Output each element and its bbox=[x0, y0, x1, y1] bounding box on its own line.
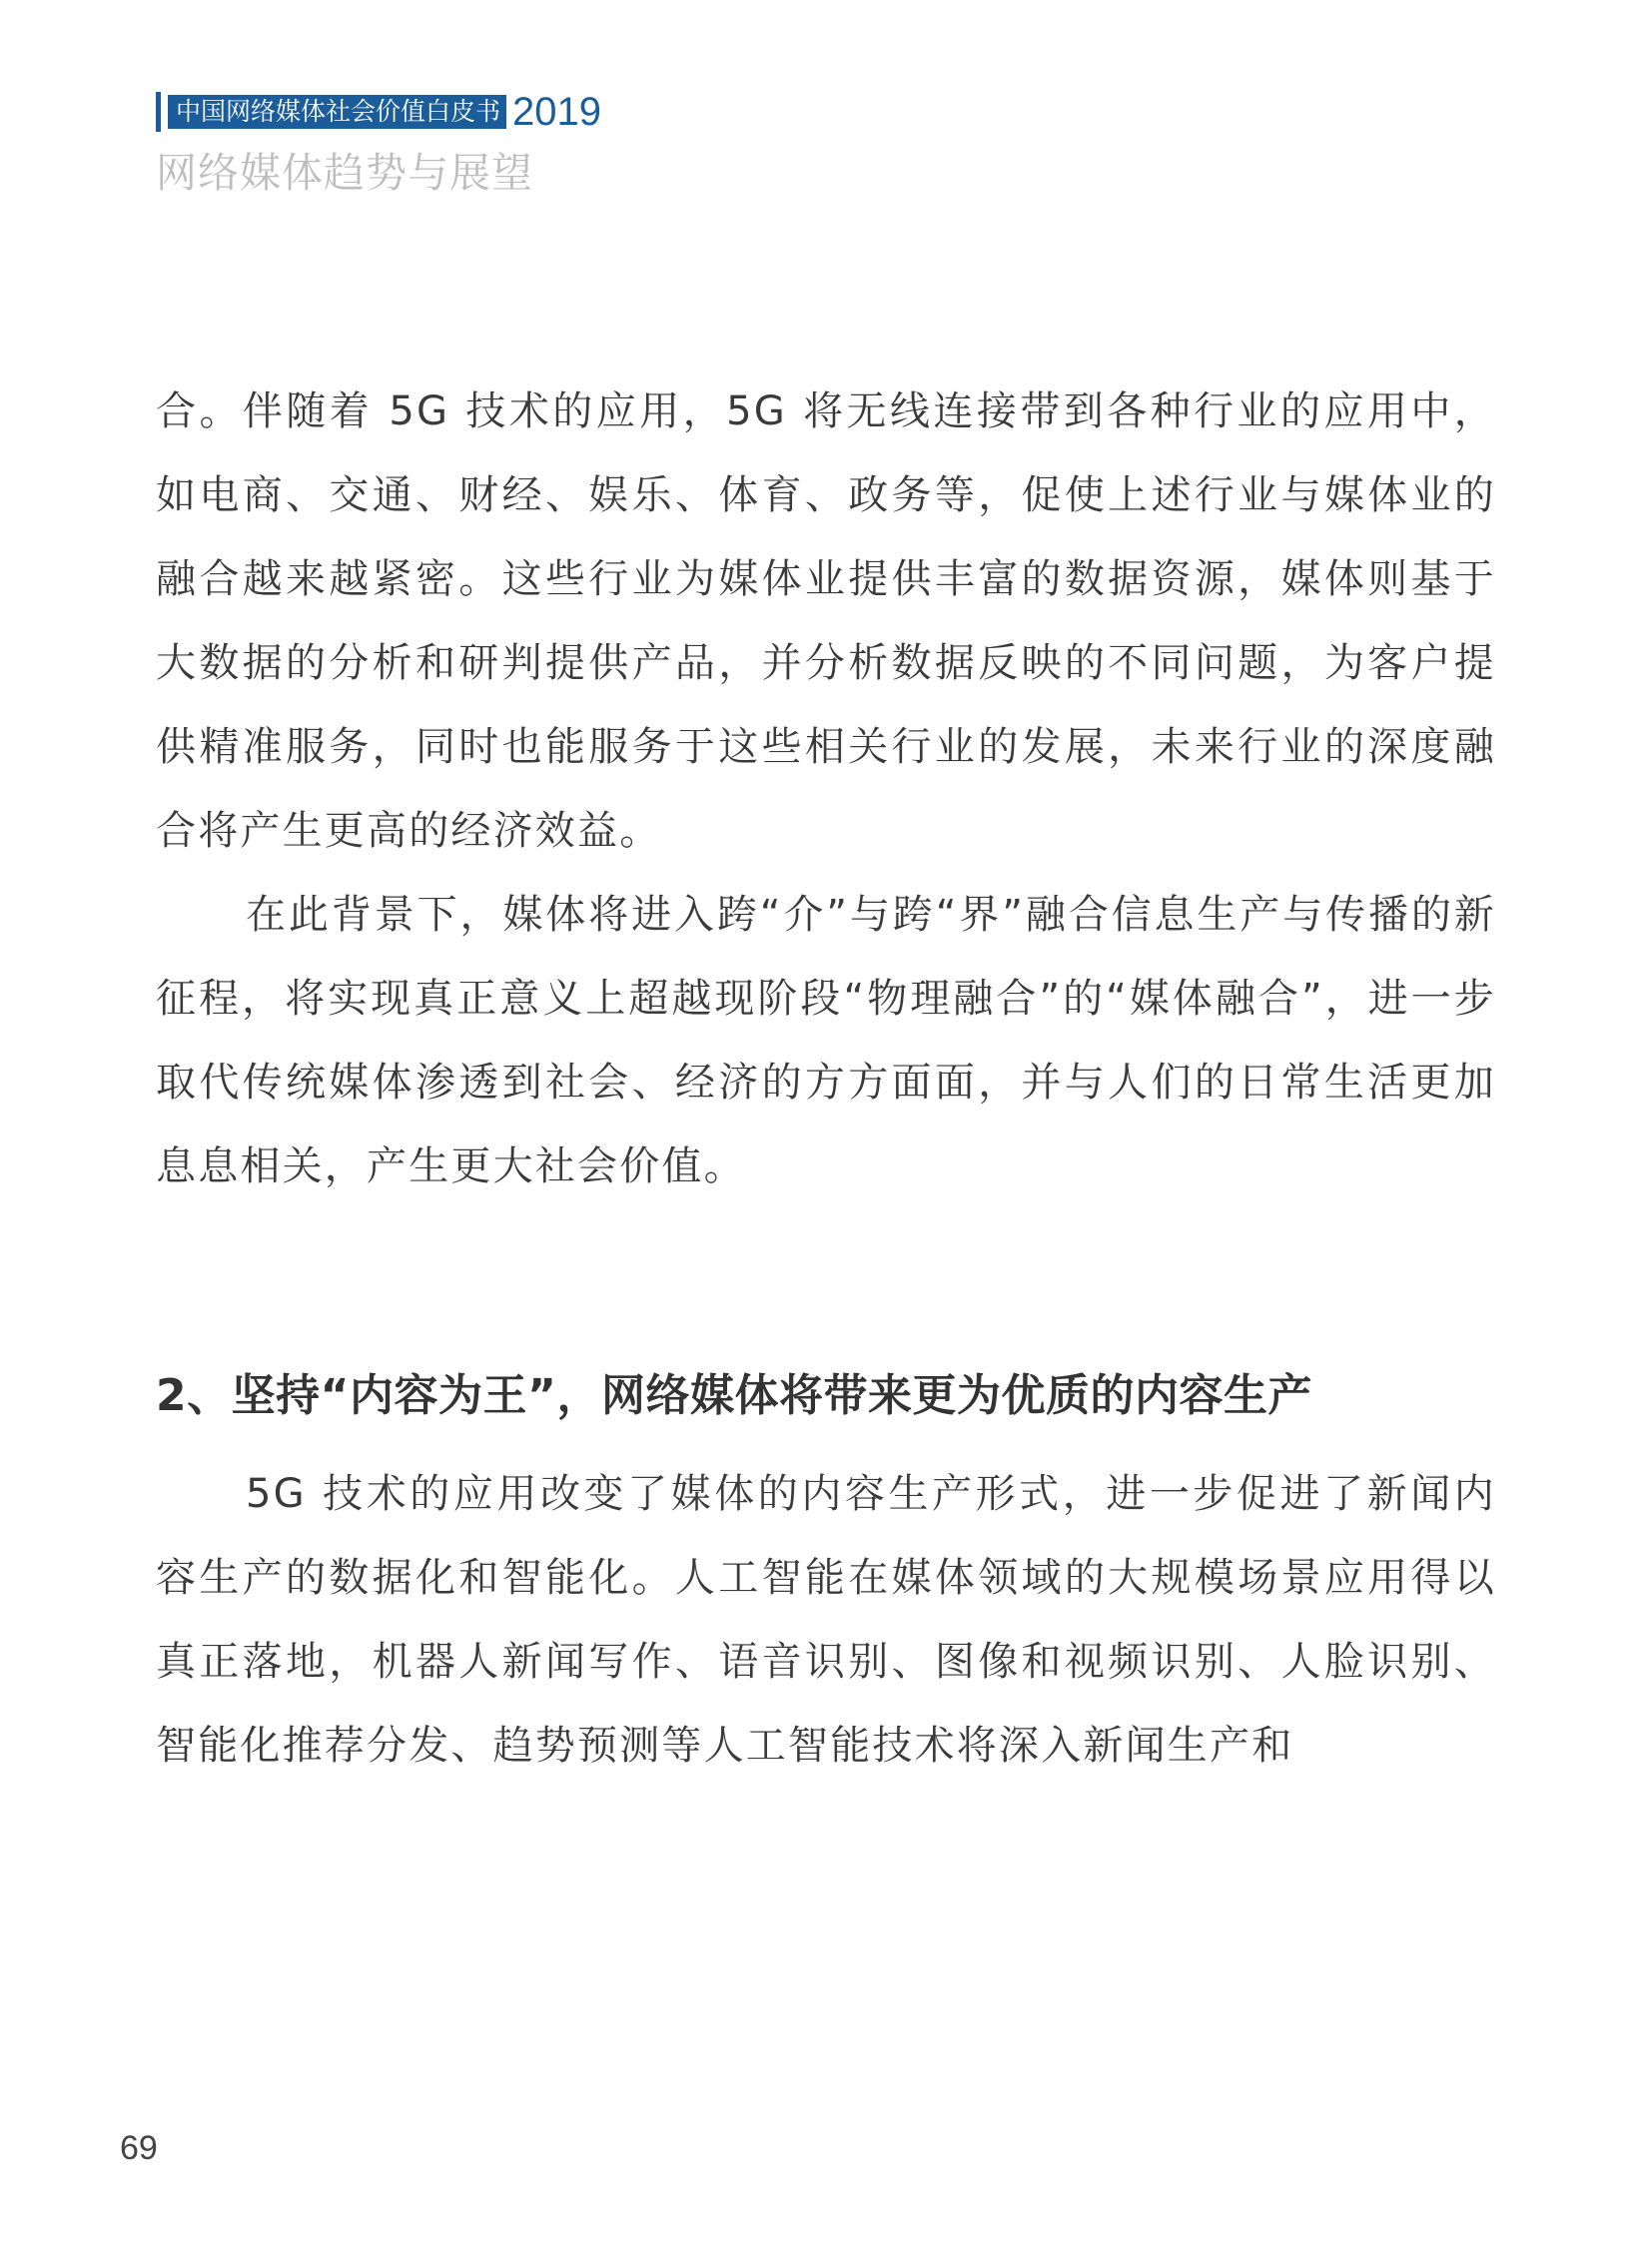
header-title-row bbox=[156, 90, 601, 134]
header-year: 2019 bbox=[512, 90, 601, 134]
paragraph-background: 在此背景下，媒体将进入跨“介”与跨“界”融合信息生产与传播的新征程，将实现真正意义上超越现阶段“物理融合”的“媒体融合”，进一步取代传统媒体渗透到社会、经济的方方面面，并与人们的日常生活更加息息相关，产生更大社会价值。 bbox=[156, 892, 1496, 1189]
running-header bbox=[156, 90, 601, 198]
header-accent-bar bbox=[156, 92, 161, 132]
paragraph-content-production: 5G 技术的应用改变了媒体的内容生产形式，进一步促进了新闻内容生产的数据化和智能化。人工智能在媒体领域的大规模场景应用得以真正落地，机器人新闻写作、语音识别、图像和视频识别、人脸识别、智能化推荐分发、趋势预测等人工智能技术将深入新闻生产和 bbox=[156, 1471, 1496, 1769]
header-subtitle: 网络媒体趋势与展望 bbox=[156, 149, 533, 197]
section-heading: 2、坚持“内容为王”，网络媒体将带来更为优质的内容生产 bbox=[156, 1370, 1312, 1421]
page-number: 69 bbox=[120, 2129, 158, 2167]
header-title: 中国网络媒体社会价值白皮书 bbox=[168, 95, 506, 129]
paragraph-continued: 合。伴随着 5G 技术的应用，5G 将无线连接带到各种行业的应用中，如电商、交通、财经、娱乐、体育、政务等，促使上述行业与媒体业的融合越来越紧密。这些行业为媒体业提供丰富的数据资源，媒体则基于大数据的分析和研判提供产品，并分析数据反映的不同问题，为客户提供精准服务，同时也能服务于这些相关行业的发展，未来行业的深度融合将产生更高的经济效益。 bbox=[156, 388, 1496, 854]
